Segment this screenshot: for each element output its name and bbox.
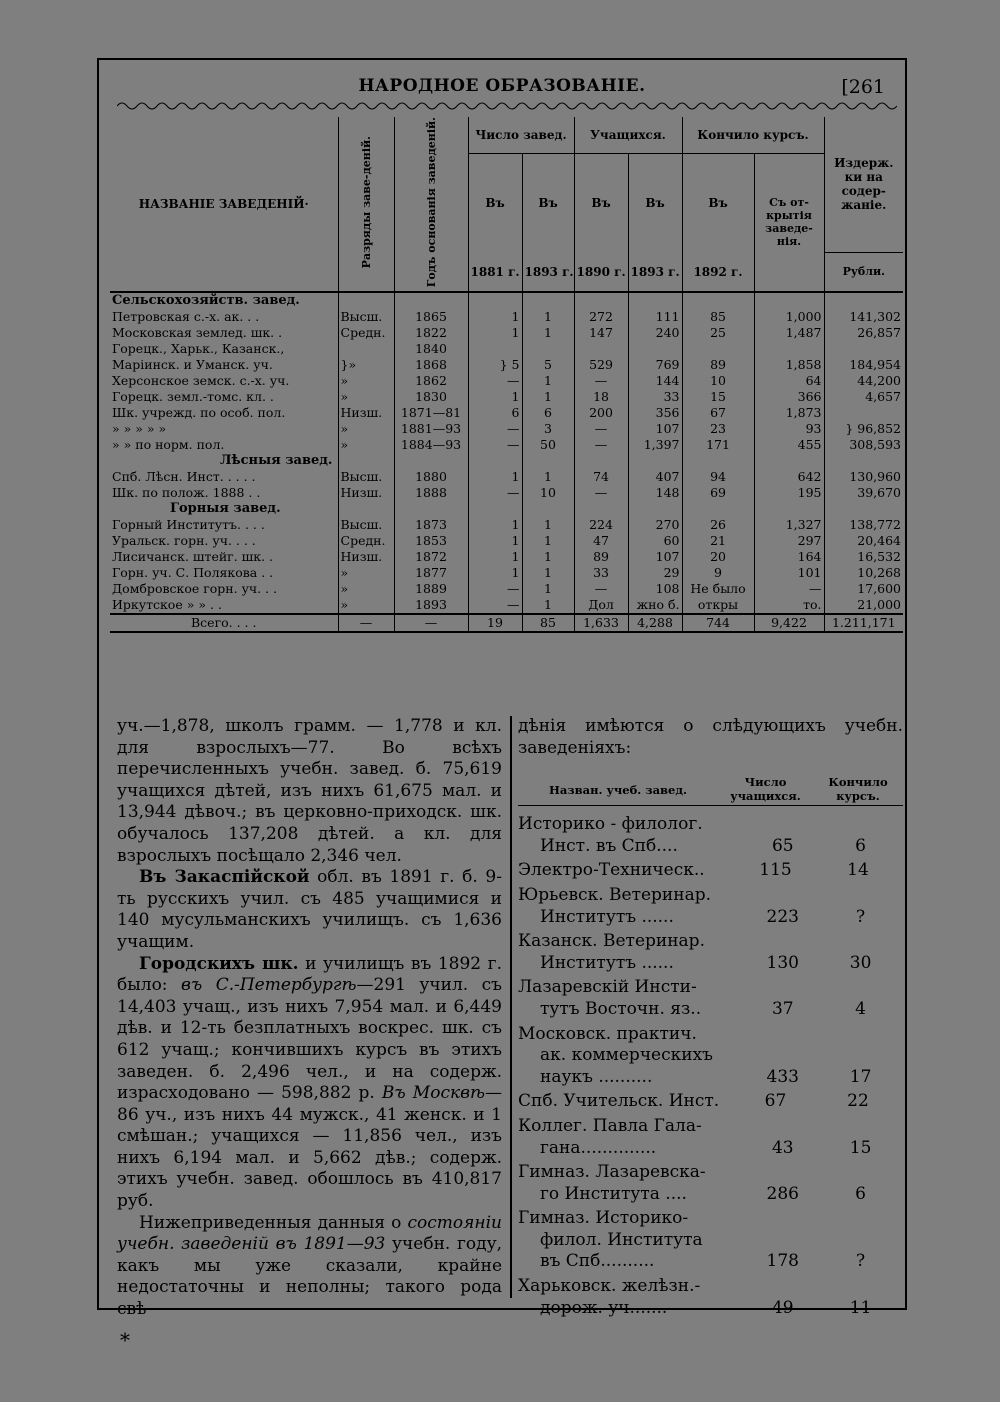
rt-head-students: Число учащихся. [730, 775, 801, 804]
cell-g92 [682, 341, 754, 357]
cell-i93: 1 [522, 389, 574, 405]
table-row [110, 581, 903, 597]
cell-s90: — [574, 421, 628, 437]
cell-s93: 108 [628, 581, 682, 597]
institution-name-line: Коллег. Павла Гала- [518, 1115, 702, 1136]
cell-i81: — [468, 581, 522, 597]
list-item [518, 860, 903, 882]
table-row [110, 485, 903, 501]
row-name: » » по норм. пол. [112, 437, 225, 453]
cell-gall: 1,327 [754, 517, 824, 533]
cell-s90 [574, 341, 628, 357]
institution-name-line: Лазаревскій Инсти- [518, 977, 697, 998]
cell-grade: Низш. [338, 485, 394, 501]
table-row [110, 421, 903, 437]
institution-name-line: тутъ Восточн. яз.. [540, 998, 702, 1019]
cell-gall: 642 [754, 469, 824, 485]
total-label: Всего. . . . [110, 614, 338, 632]
page-header [97, 58, 907, 102]
cell-s90: — [574, 373, 628, 389]
table-row [110, 341, 903, 357]
cell-g92: 69 [682, 485, 754, 501]
students-count: 49 [771, 1297, 794, 1318]
cell-s93: 144 [628, 373, 682, 389]
cell-s90: Дол [574, 597, 628, 614]
cell-s90: 529 [574, 357, 628, 373]
cell-g92: 171 [682, 437, 754, 453]
cell-i93 [522, 341, 574, 357]
cell-cost: 16,532 [824, 549, 903, 565]
cell-i93: 50 [522, 437, 574, 453]
cell-g92: 89 [682, 357, 754, 373]
cell-i81: 1 [468, 565, 522, 581]
row-name: Шк. учрежд. по особ. пол. [112, 405, 286, 421]
table-row [110, 373, 903, 389]
row-name: Маріинск. и Уманск. уч. [112, 357, 273, 373]
cell-year: 1880 [394, 469, 468, 485]
cell-s90: 89 [574, 549, 628, 565]
institution-name-line: Институтъ ...... [540, 906, 674, 927]
cell-s90: 33 [574, 565, 628, 581]
institution-name-line: дорож. уч....... [540, 1297, 668, 1318]
col-grade-header: Разряды заве-деній. [338, 117, 394, 292]
students-count: 130 [766, 952, 799, 973]
cell-grade [338, 341, 394, 357]
cell-year: 1881—93 [394, 421, 468, 437]
cell-g92: 15 [682, 389, 754, 405]
cell-i81 [468, 341, 522, 357]
students-count: 67 [764, 1091, 787, 1112]
graduates-count: ? [856, 906, 866, 927]
cell-g92: 21 [682, 533, 754, 549]
institution-name-line: Инст. въ Спб.... [540, 835, 678, 856]
cell-gall: 297 [754, 533, 824, 549]
since-opening-header: Съ от-крытія заведе-нія. [754, 153, 824, 292]
list-item [518, 977, 903, 1020]
cell-grade: » [338, 581, 394, 597]
cell-g92: 25 [682, 325, 754, 341]
cell-cost: 17,600 [824, 581, 903, 597]
footer-mark: * [120, 1328, 130, 1352]
cell-cost: 44,200 [824, 373, 903, 389]
cell-s93: 107 [628, 549, 682, 565]
row-name: » » » » » [112, 421, 167, 437]
cell-i81: 1 [468, 469, 522, 485]
sub-v-1892: Въ [682, 153, 754, 252]
graduates-count: 6 [855, 1183, 866, 1204]
cost-unit-header: Рубли. [824, 252, 903, 292]
cell-s93: 148 [628, 485, 682, 501]
cell-grade: Средн. [338, 325, 394, 341]
cell-s90: 147 [574, 325, 628, 341]
col-name-header: НАЗВАНІЕ ЗАВЕДЕНІЙ· [110, 117, 338, 292]
column-divider [510, 716, 512, 1298]
total-s93: 4,288 [628, 614, 682, 632]
institution-name-line: Электро-Техническ.. [518, 860, 705, 881]
graduates-count: 6 [855, 835, 866, 856]
table-row [110, 325, 903, 341]
institution-name-line: Спб. Учительск. Инст. [518, 1091, 720, 1112]
cell-i93: 10 [522, 485, 574, 501]
cell-i81: 1 [468, 325, 522, 341]
cell-cost: 21,000 [824, 597, 903, 614]
section-heading: Сельскохозяйств. завед. [112, 293, 300, 309]
institution-name-line: Историко - филолог. [518, 814, 703, 835]
year-1893b-header: 1893 г. [628, 252, 682, 292]
total-i81: 19 [468, 614, 522, 632]
col-year-header: Годъ основанія заведеній. [394, 117, 468, 292]
cell-i93: 1 [522, 533, 574, 549]
cell-grade: Средн. [338, 533, 394, 549]
table-row [110, 549, 903, 565]
cell-grade: » [338, 373, 394, 389]
right-table-body [518, 814, 903, 1319]
cell-i81: 1 [468, 389, 522, 405]
right-text-column [518, 716, 903, 1319]
cell-g92: откры [682, 597, 754, 614]
institution-name-line: го Института .... [540, 1183, 687, 1204]
cell-grade: » [338, 597, 394, 614]
row-name: Уральск. горн. уч. . . . [112, 533, 256, 549]
students-count: 115 [759, 860, 792, 881]
cell-year: 1868 [394, 357, 468, 373]
cell-grade: » [338, 421, 394, 437]
cell-year: 1865 [394, 309, 468, 325]
cell-grade: Высш. [338, 517, 394, 533]
cell-i81: 1 [468, 549, 522, 565]
cell-year: 1853 [394, 533, 468, 549]
grp-cost-header: Издерж. ки на содер-жаніе. [824, 117, 903, 252]
cell-i81: — [468, 485, 522, 501]
cell-cost: 20,464 [824, 533, 903, 549]
grp-institutions-header: Число завед. [468, 117, 574, 153]
graduates-count: 30 [849, 952, 872, 973]
institution-name-line: гана.............. [540, 1137, 657, 1158]
cell-grade: » [338, 437, 394, 453]
left-paragraph-3: Городскихъ шк. и училищъ въ 1892 г. было: въ С.-Петербургѣ—291 учил. съ 14,403 учащ., изъ нихъ 7,954 мал. и 6,449 дѣв. и 12-ть безплатныхъ воскрес. шк. съ 612 учащ.; кончившихъ курсъ въ этихъ заведен. б. 2,496 чел., и на содерж. израсходовано — 598,882 р. Въ Москвѣ—86 уч., изъ нихъ 44 мужск., 41 женск. и 1 смѣшан.; учащихся — 11,856 чел., изъ нихъ 6,194 мал. и 5,662 дѣв.; содерж. этихъ учебн. завед. обошлось въ 410,817 руб. [117, 953, 503, 1212]
cell-s90: — [574, 437, 628, 453]
grp-students-header: Учащихся. [574, 117, 682, 153]
list-item [518, 1276, 903, 1319]
graduates-count: 4 [855, 998, 866, 1019]
cell-g92: 26 [682, 517, 754, 533]
year-1890-header: 1890 г. [574, 252, 628, 292]
cell-i93: 5 [522, 357, 574, 373]
cell-s93: 111 [628, 309, 682, 325]
cell-gall: 164 [754, 549, 824, 565]
cell-s93: 356 [628, 405, 682, 421]
cell-i81: — [468, 373, 522, 389]
total-gall: 9,422 [754, 614, 824, 632]
cell-year: 1830 [394, 389, 468, 405]
cell-cost [824, 341, 903, 357]
cell-gall: — [754, 581, 824, 597]
cell-cost: } 96,852 [824, 421, 903, 437]
rt-head-name: Назван. учеб. завед. [548, 783, 688, 798]
list-item [518, 1208, 903, 1273]
list-item [518, 814, 903, 857]
total-g92: 744 [682, 614, 754, 632]
cell-g92: 67 [682, 405, 754, 421]
institution-name-line: Гимназ. Лазаревска- [518, 1162, 706, 1183]
institution-name-line: Московск. практич. [518, 1023, 697, 1044]
cell-year: 1862 [394, 373, 468, 389]
wavy-rule [117, 100, 897, 112]
cell-gall: 1,487 [754, 325, 824, 341]
cell-gall: 1,873 [754, 405, 824, 421]
table-row [110, 405, 903, 421]
cell-year: 1822 [394, 325, 468, 341]
sub-v-1890: Въ [574, 153, 628, 252]
cell-s90: 224 [574, 517, 628, 533]
table-row [110, 565, 903, 581]
cell-cost: 130,960 [824, 469, 903, 485]
year-1881-header: 1881 г. [468, 252, 522, 292]
left-paragraph-1: уч.—1,878, школъ грамм. — 1,778 и кл. для взрослыхъ—77. Во всѣхъ перечисленныхъ учебн. завед. б. 75,619 учащихся дѣтей, изъ нихъ 61,675 мал. и 13,944 дѣвоч.; въ церковно-приходск. шк. обучалось 137,208 дѣтей. а кл. для взрослыхъ посѣщало 2,346 чел. [117, 716, 502, 866]
section-heading: Горныя завед. [170, 501, 281, 517]
left-paragraph-4: Нижеприведенныя данныя о состояніи учебн. заведеній въ 1891—93 учебн. году, какъ мы уже сказали, крайне недостаточны и неполны; такого рода свѣ- [117, 1212, 502, 1320]
cell-grade: Высш. [338, 309, 394, 325]
cell-cost: 26,857 [824, 325, 903, 341]
total-cost: 1.211,171 [824, 614, 903, 632]
sub-v-1893b: Въ [628, 153, 682, 252]
cell-grade: Низш. [338, 405, 394, 421]
institution-name-line: Харьковск. желѣзн.- [518, 1276, 701, 1297]
students-count: 433 [766, 1066, 799, 1087]
year-1893a-header: 1893 г. [522, 252, 574, 292]
cell-i93: 1 [522, 325, 574, 341]
cell-gall: то. [754, 597, 824, 614]
cell-g92: Не было [682, 581, 754, 597]
cell-grade: Высш. [338, 469, 394, 485]
row-name: Лисичанск. штейг. шк. . [112, 549, 274, 565]
cell-gall: 1,858 [754, 357, 824, 373]
cell-gall: 366 [754, 389, 824, 405]
table-row [110, 597, 903, 614]
graduates-count: 14 [847, 860, 869, 881]
cell-cost: 4,657 [824, 389, 903, 405]
students-count: 37 [771, 998, 794, 1019]
institution-name-line: Гимназ. Историко- [518, 1208, 689, 1229]
cell-i93: 1 [522, 597, 574, 614]
left-text-column [117, 716, 502, 1321]
year-1892-header: 1892 г. [682, 252, 754, 292]
cell-i93: 1 [522, 581, 574, 597]
rt-head-grads: Кончило курсъ. [828, 775, 888, 804]
cell-i81: — [468, 597, 522, 614]
cell-s93: жно б. [628, 597, 682, 614]
cell-gall: 64 [754, 373, 824, 389]
cell-i81: — [468, 421, 522, 437]
cell-g92: 10 [682, 373, 754, 389]
graduates-count: 17 [849, 1066, 872, 1087]
cell-g92: 85 [682, 309, 754, 325]
cell-i93: 1 [522, 373, 574, 389]
row-name: Московская землед. шк. . [112, 325, 283, 341]
cell-i93: 6 [522, 405, 574, 421]
cell-gall: 195 [754, 485, 824, 501]
cell-s93: 33 [628, 389, 682, 405]
cell-s93: 1,397 [628, 437, 682, 453]
graduates-count: 15 [849, 1137, 872, 1158]
list-item [518, 885, 903, 928]
row-name: Домбровское горн. уч. . . [112, 581, 278, 597]
list-item [518, 1024, 903, 1089]
row-name: Горный Институтъ. . . . [112, 517, 265, 533]
cell-s93 [628, 341, 682, 357]
cell-year: 1840 [394, 341, 468, 357]
institution-name-line: Казанск. Ветеринар. [518, 931, 705, 952]
cell-cost: 184,954 [824, 357, 903, 373]
right-table-header [518, 775, 903, 806]
students-count: 43 [771, 1137, 794, 1158]
cell-grade: » [338, 565, 394, 581]
cell-i93: 3 [522, 421, 574, 437]
cell-grade: Низш. [338, 549, 394, 565]
cell-year: 1873 [394, 517, 468, 533]
cell-i93: 1 [522, 565, 574, 581]
cell-year: 1877 [394, 565, 468, 581]
cell-gall: 1,000 [754, 309, 824, 325]
cell-cost: 138,772 [824, 517, 903, 533]
cell-year: 1888 [394, 485, 468, 501]
students-count: 65 [771, 835, 794, 856]
cell-gall: 93 [754, 421, 824, 437]
right-intro: дѣнія имѣются о слѣдующихъ учебн. заведеніяхъ: [518, 716, 903, 758]
row-name: Горецк., Харьк., Казанск., [112, 341, 285, 357]
table-row [110, 469, 903, 485]
table-row [110, 389, 903, 405]
cell-s90: — [574, 581, 628, 597]
total-row [110, 614, 903, 632]
cell-i81: 1 [468, 309, 522, 325]
cell-g92: 94 [682, 469, 754, 485]
cell-grade: }» [338, 357, 394, 373]
students-count: 178 [766, 1251, 799, 1272]
cell-s93: 769 [628, 357, 682, 373]
cell-s90: 74 [574, 469, 628, 485]
cell-s90: 272 [574, 309, 628, 325]
cell-gall: 455 [754, 437, 824, 453]
list-item [518, 931, 903, 974]
cell-s93: 240 [628, 325, 682, 341]
list-item [518, 1162, 903, 1205]
cell-year: 1871—81 [394, 405, 468, 421]
total-s90: 1,633 [574, 614, 628, 632]
institution-name-line: Юрьевск. Ветеринар. [518, 884, 711, 905]
grp-graduates-header: Кончило курсъ. [682, 117, 824, 153]
row-name: Горн. уч. С. Полякова . . [112, 565, 274, 581]
cell-g92: 9 [682, 565, 754, 581]
cell-i81: — [468, 437, 522, 453]
sub-v-1893a: Въ [522, 153, 574, 252]
cell-cost [824, 405, 903, 421]
cell-gall: 101 [754, 565, 824, 581]
table-row [110, 517, 903, 533]
row-name: Шк. по полож. 1888 . . [112, 485, 261, 501]
section-heading: Лѣсныя завед. [220, 453, 333, 469]
cell-i81: 6 [468, 405, 522, 421]
table-row [110, 357, 903, 373]
sub-v-1881: Въ [468, 153, 522, 252]
total-year: — [394, 614, 468, 632]
cell-s93: 60 [628, 533, 682, 549]
cell-i81: } 5 [468, 357, 522, 373]
cell-cost: 10,268 [824, 565, 903, 581]
row-name: Петровская с.-х. ак. . . [112, 309, 260, 325]
table-row [110, 437, 903, 453]
cell-s90: 18 [574, 389, 628, 405]
total-grade: — [338, 614, 394, 632]
cell-i93: 1 [522, 309, 574, 325]
cell-g92: 23 [682, 421, 754, 437]
cell-year: 1893 [394, 597, 468, 614]
page-number: [261 [841, 76, 885, 98]
page-title: НАРОДНОЕ ОБРАЗОВАНІЕ. [358, 76, 646, 96]
cell-i93: 1 [522, 517, 574, 533]
institution-name-line: наукъ .......... [540, 1066, 653, 1087]
students-count: 286 [766, 1183, 799, 1204]
row-name: Спб. Лѣсн. Инст. . . . . [112, 469, 256, 485]
row-name: Херсонское земск. с.-х. уч. [112, 373, 290, 389]
cell-i93: 1 [522, 549, 574, 565]
cell-i81: 1 [468, 533, 522, 549]
cell-year: 1872 [394, 549, 468, 565]
row-name: Горецк. земл.-томс. кл. . [112, 389, 274, 405]
table-row [110, 309, 903, 325]
cell-year: 1889 [394, 581, 468, 597]
graduates-count: ? [856, 1251, 866, 1272]
students-count: 223 [766, 906, 799, 927]
list-item [518, 1091, 903, 1113]
institution-name-line: въ Спб.......... [540, 1251, 655, 1272]
cell-cost: 39,670 [824, 485, 903, 501]
institution-name-line: филол. Института [540, 1229, 703, 1250]
graduates-count: 11 [849, 1297, 872, 1318]
cell-s93: 407 [628, 469, 682, 485]
total-i93: 85 [522, 614, 574, 632]
statistics-table [110, 117, 903, 633]
cell-g92: 20 [682, 549, 754, 565]
row-name: Иркутское » » . . [112, 597, 222, 613]
cell-cost: 308,593 [824, 437, 903, 453]
cell-gall [754, 341, 824, 357]
list-item [518, 1116, 903, 1159]
cell-s93: 29 [628, 565, 682, 581]
cell-s93: 107 [628, 421, 682, 437]
institution-name-line: ак. коммерческихъ [540, 1045, 713, 1066]
cell-grade: » [338, 389, 394, 405]
cell-year: 1884—93 [394, 437, 468, 453]
cell-s93: 270 [628, 517, 682, 533]
table-row [110, 533, 903, 549]
cell-s90: — [574, 485, 628, 501]
graduates-count: 22 [847, 1091, 869, 1112]
institution-name-line: Институтъ ...... [540, 952, 674, 973]
cell-i93: 1 [522, 469, 574, 485]
cell-i81: 1 [468, 517, 522, 533]
cell-s90: 47 [574, 533, 628, 549]
left-paragraph-2: Въ Закаспійской обл. въ 1891 г. б. 9-ть русскихъ учил. съ 485 учащимися и 140 мусульманскихъ училищъ. съ 1,636 учащим. [117, 867, 502, 952]
cell-cost: 141,302 [824, 309, 903, 325]
cell-s90: 200 [574, 405, 628, 421]
